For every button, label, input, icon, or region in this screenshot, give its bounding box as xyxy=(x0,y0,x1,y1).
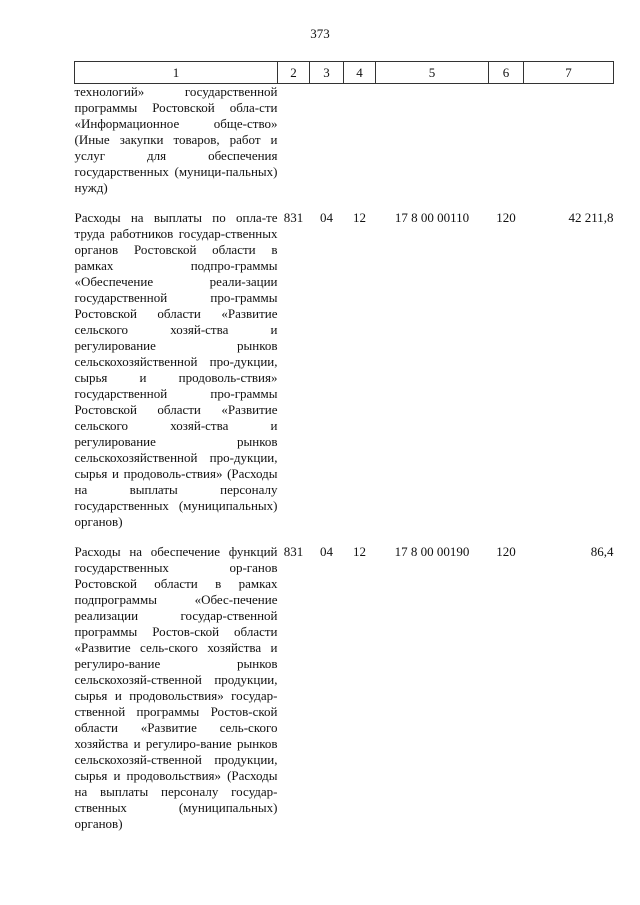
row-ministry-code: 831 xyxy=(283,544,304,559)
header-col-6: 6 xyxy=(489,62,524,84)
row-amount: 42 211,8 xyxy=(568,210,614,225)
row-description: технологий» государственной программы Ростовской обла-сти «Информационное обще-ство» (Иные закупки товаров, работ и услуг для обеспечения государственных (муници-пальных) нужд) xyxy=(74,84,278,195)
row-expense-type: 120 xyxy=(496,544,516,559)
row-ministry-code xyxy=(278,84,310,197)
row-subsection-code: 12 xyxy=(353,544,366,559)
table-row xyxy=(75,84,614,197)
header-col-2: 2 xyxy=(278,62,310,84)
header-col-1: 1 xyxy=(75,62,278,84)
table-row xyxy=(75,210,614,530)
row-subsection-code xyxy=(344,84,376,197)
header-col-5: 5 xyxy=(376,62,489,84)
row-ministry-code: 831 xyxy=(283,210,304,225)
header-row xyxy=(75,62,614,84)
row-description: Расходы на выплаты по опла-те труда работников государ-ственных органов Ростовской области в рамках подпро-граммы «Обеспечение реали-зации государственной про-граммы Ростовской области «Развитие сельского хозяй-ства и регулирование рынков сельскохозяйственной про-дукции, сырья и продоволь-ствия» государственной про-граммы Ростовской области «Развитие сельского хозяй-ства и регулирование рынков сельскохозяйственной про-дукции, сырья и продоволь-ствия» (Расходы на выплаты персоналу государственных (муниципальных) органов) xyxy=(74,210,278,529)
table-row xyxy=(75,544,614,832)
row-amount xyxy=(524,84,614,197)
row-spacer xyxy=(75,530,614,544)
row-section-code: 04 xyxy=(320,210,333,225)
row-target-code: 17 8 00 00190 xyxy=(394,544,470,559)
row-section-code: 04 xyxy=(320,544,333,559)
row-description: Расходы на обеспечение функций государственных ор-ганов Ростовской области в рамках подпрограммы «Обес-печение реализации государ-ственной программы Ростов-ской области «Развитие сель-ского хозяйства и регулиро-вание рынков сельскохозяй-ственной продукции, сырья и продовольствия» государ-ственной программы Ростов-ской области «Развитие сель-ского хозяйства и регулиро-вание рынков сельскохозяй-ственной продукции, сырья и продовольствия» (Расходы на выплаты персоналу государ-ственных (муниципальных) органов) xyxy=(74,544,278,831)
row-expense-type xyxy=(489,84,524,197)
budget-table xyxy=(74,61,614,832)
header-col-4: 4 xyxy=(344,62,376,84)
row-spacer xyxy=(75,196,614,210)
page-number: 373 xyxy=(310,26,330,41)
header-col-3: 3 xyxy=(310,62,344,84)
row-expense-type: 120 xyxy=(496,210,516,225)
row-section-code xyxy=(310,84,344,197)
row-subsection-code: 12 xyxy=(353,210,366,225)
row-target-code: 17 8 00 00110 xyxy=(394,210,470,225)
row-amount: 86,4 xyxy=(590,544,614,559)
header-col-7: 7 xyxy=(524,62,614,84)
row-target-code xyxy=(376,84,489,197)
